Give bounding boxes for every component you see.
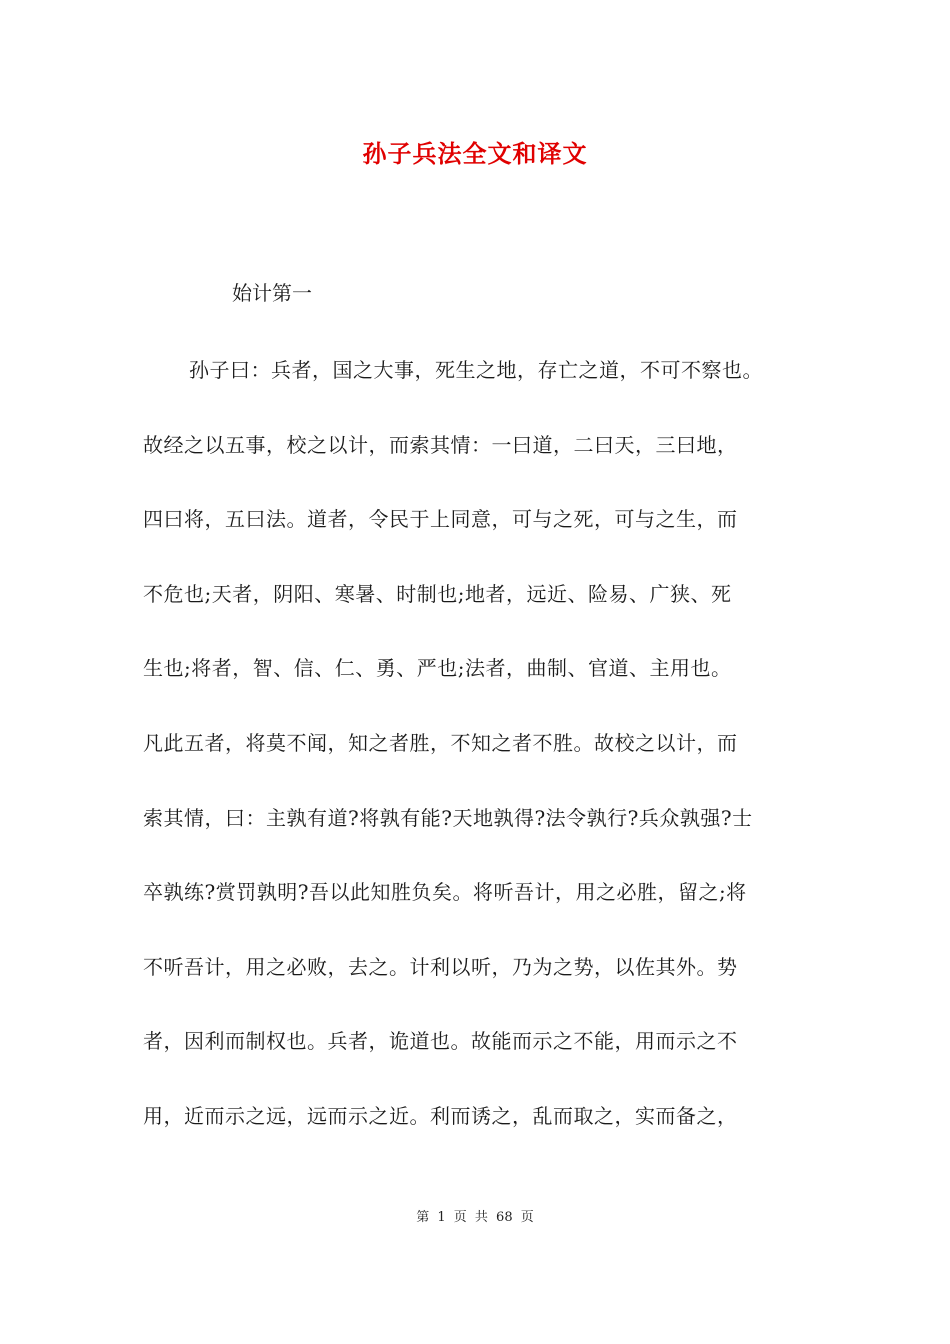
text-line: 生也;将者，智、信、仁、勇、严也;法者，曲制、官道、主用也。 [143,656,732,681]
chapter-heading: 始计第一 [232,281,312,305]
page-number-footer: 第 1 页 共 68 页 [416,1210,534,1225]
text-line: 用，近而示之远，远而示之近。利而诱之，乱而取之，实而备之， [143,1103,738,1128]
text-line: 故经之以五事，校之以计，而索其情：一曰道，二曰天，三曰地， [143,432,738,457]
text-line: 孙子曰：兵者，国之大事，死生之地，存亡之道，不可不察也。 [189,358,763,382]
text-line: 不听吾计，用之必败，去之。计利以听，乃为之势，以佐其外。势 [143,954,738,979]
text-line: 不危也;天者，阴阳、寒暑、时制也;地者，远近、险易、广狭、死 [143,581,732,606]
document-title: 孙子兵法全文和译文 [362,139,588,168]
text-line: 卒孰练?赏罚孰明?吾以此知胜负矣。将听吾计，用之必胜，留之;将 [143,880,747,905]
text-line: 者，因利而制权也。兵者，诡道也。故能而示之不能，用而示之不 [143,1029,738,1054]
text-line: 凡此五者，将莫不闻，知之者胜，不知之者不胜。故校之以计，而 [143,730,738,755]
body-text [143,353,823,1174]
text-line: 索其情，曰：主孰有道?将孰有能?天地孰得?法令孰行?兵众孰强?士 [143,805,753,830]
text-line: 四曰将，五曰法。道者，令民于上同意，可与之死，可与之生，而 [143,507,738,532]
